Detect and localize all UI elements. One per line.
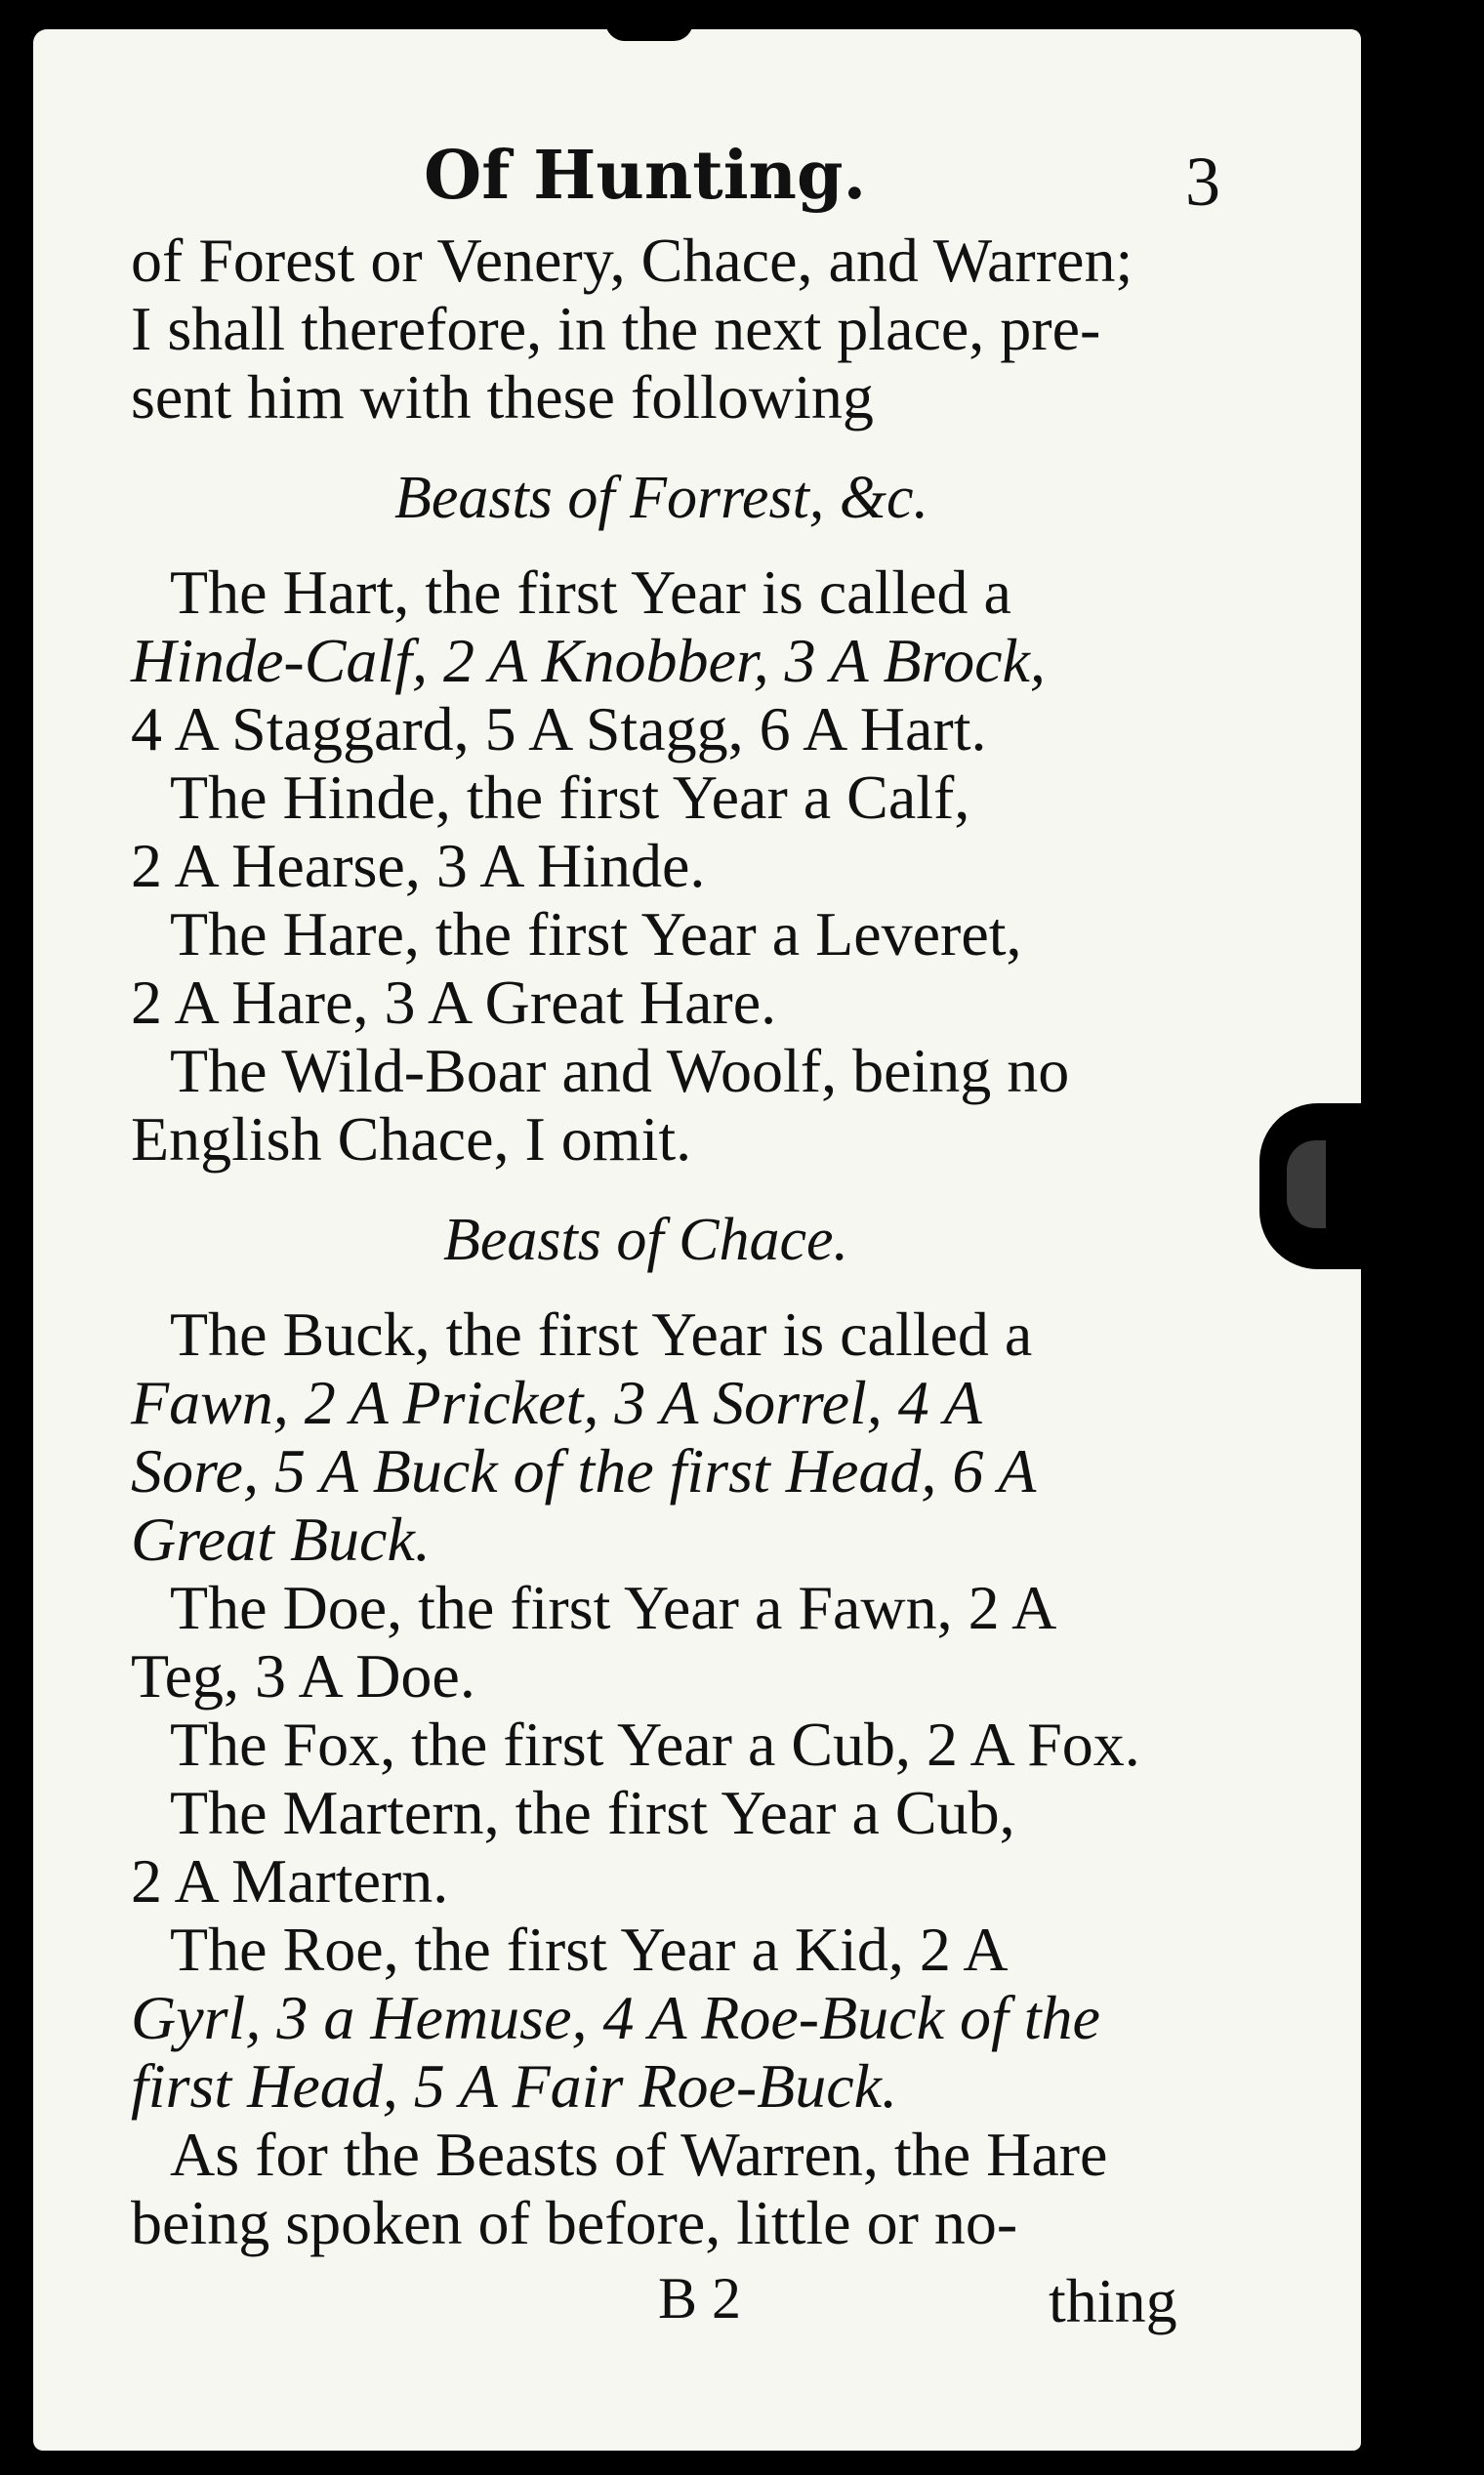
running-head: Of Hunting. <box>424 137 867 215</box>
text-line: 2 A Martern. <box>131 1846 449 1916</box>
text-line: first Head, 5 A Fair Roe-Buck. <box>131 2051 898 2121</box>
page-number: 3 <box>1185 143 1220 221</box>
text-line: The Martern, the first Year a Cub, <box>170 1778 1015 1847</box>
text-line: Sore, 5 A Buck of the first Head, 6 A <box>131 1436 1037 1506</box>
text-line: Teg, 3 A Doe. <box>131 1641 475 1711</box>
text-line: 2 A Hare, 3 A Great Hare. <box>131 968 777 1037</box>
text-line: Gyrl, 3 a Hemuse, 4 A Roe-Buck of the <box>131 1983 1100 2052</box>
top-ink-mark <box>605 0 693 41</box>
text-line: 2 A Hearse, 3 A Hinde. <box>131 831 706 900</box>
catchword: thing <box>1049 2266 1177 2335</box>
text-line: I shall therefore, in the next place, pre- <box>131 294 1101 363</box>
book-page <box>33 29 1361 2451</box>
text-line: Great Buck. <box>131 1505 431 1574</box>
text-line: The Roe, the first Year a Kid, 2 A <box>170 1915 1009 1984</box>
text-line: English Chace, I omit. <box>131 1104 692 1174</box>
text-line: The Buck, the first Year is called a <box>170 1299 1033 1369</box>
text-line: The Hart, the first Year is called a <box>170 557 1011 627</box>
text-line: The Doe, the first Year a Fawn, 2 A <box>170 1573 1057 1642</box>
page-tab-highlight <box>1287 1140 1326 1228</box>
text-line: 4 A Staggard, 5 A Stagg, 6 A Hart. <box>131 694 987 763</box>
text-line: The Hinde, the first Year a Calf, <box>170 763 970 832</box>
text-line: of Forest or Venery, Chace, and Warren; <box>131 226 1134 295</box>
section-heading-chace: Beasts of Chace. <box>443 1207 848 1273</box>
text-line: As for the Beasts of Warren, the Hare <box>170 2120 1108 2189</box>
text-line: Fawn, 2 A Pricket, 3 A Sorrel, 4 A <box>131 1368 982 1437</box>
signature-mark: B 2 <box>658 2266 742 2331</box>
text-line: being spoken of before, little or no- <box>131 2188 1018 2257</box>
section-heading-forrest: Beasts of Forrest, &c. <box>394 465 929 531</box>
text-line: Hinde-Calf, 2 A Knobber, 3 A Brock, <box>131 626 1046 695</box>
text-line: The Hare, the first Year a Leveret, <box>170 899 1022 969</box>
text-line: The Fox, the first Year a Cub, 2 A Fox. <box>170 1710 1140 1779</box>
text-line: sent him with these following <box>131 362 874 432</box>
text-line: The Wild-Boar and Woolf, being no <box>170 1036 1070 1105</box>
